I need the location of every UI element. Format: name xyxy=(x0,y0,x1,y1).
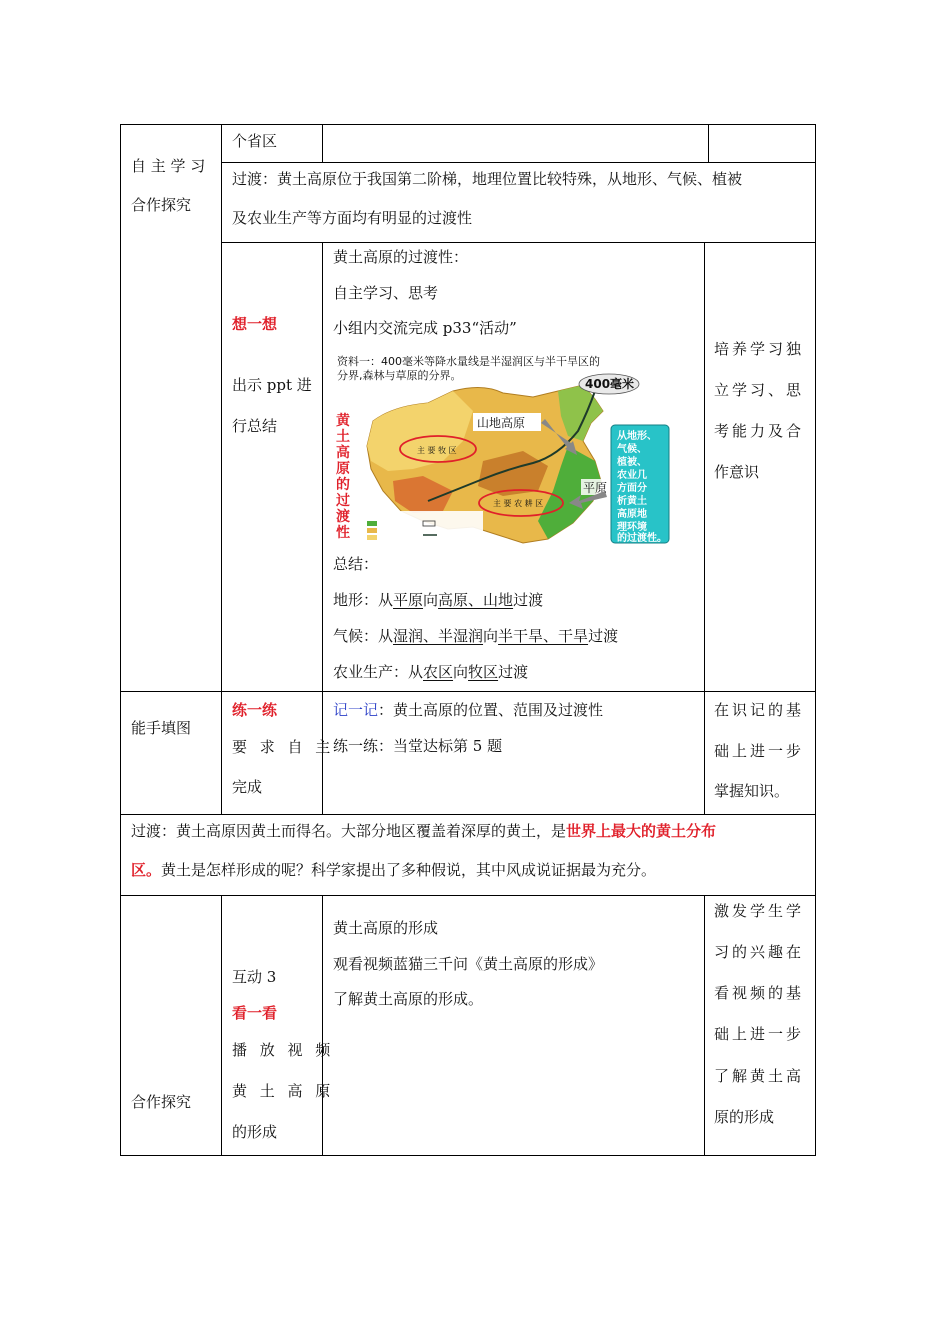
loess-plateau-map xyxy=(333,351,670,547)
left-label-cooperate: 合作探究 xyxy=(131,196,192,214)
agri-to: 牧区 xyxy=(468,663,499,681)
legend-box xyxy=(363,511,483,545)
terrain-prefix: 地形：从 xyxy=(333,591,394,609)
climate-to: 半干旱、干旱 xyxy=(498,627,589,645)
watch-instruction-1: 播 放 视 频 xyxy=(232,1041,335,1059)
agri-prefix: 农业生产：从 xyxy=(333,663,424,681)
goal-watch-1: 激发学生学 xyxy=(714,902,805,920)
terrain-to: 高原、山地 xyxy=(438,591,514,609)
transition-text-2: 及农业生产等方面均有明显的过渡性 xyxy=(232,209,473,227)
goal-practice-3: 掌握知识。 xyxy=(714,782,790,800)
map-header-1: 资料一：400毫米等降水量线是半湿润区与半干旱区的 xyxy=(337,355,600,368)
watch-label: 互动 3 xyxy=(232,968,277,986)
farming-label: 主 要 农 耕 区 xyxy=(493,499,544,508)
agri-suffix: 过渡 xyxy=(498,663,529,681)
map-header-2: 分界,森林与草原的分界。 xyxy=(337,369,462,382)
watch-title: 看一看 xyxy=(232,1004,278,1022)
label-shandi: 山地高原 xyxy=(477,416,526,430)
label-pingyuan: 平原 xyxy=(583,481,608,495)
climate-suffix: 过渡 xyxy=(588,627,619,645)
goal-think-3: 考能力及合 xyxy=(714,422,805,440)
label-400: 400毫米 xyxy=(585,377,635,391)
agri-from: 农区 xyxy=(423,663,454,681)
goal-watch-5: 了解黄土高 xyxy=(714,1067,805,1085)
summary-climate xyxy=(333,626,618,646)
climate-mid: 向 xyxy=(483,627,499,645)
transition2-line1 xyxy=(131,821,716,841)
practice-instruction-1: 要 求 自 主 xyxy=(232,738,335,756)
watch-content-2: 观看视频蓝猫三千问《黄土高原的形成》 xyxy=(333,955,604,973)
vertical-title: 黄土高原的过渡性 xyxy=(336,413,350,541)
watch-instruction-2: 黄 土 高 原 xyxy=(232,1082,335,1100)
remember-text: ：黄土高原的位置、范围及过渡性 xyxy=(378,701,604,719)
pastoral-label: 主 要 牧 区 xyxy=(417,446,457,455)
content-self-study: 自主学习、思考 xyxy=(333,284,439,302)
transition-text-1: 过渡：黄土高原位于我国第二阶梯，地理位置比较特殊，从地形、气候、植被 xyxy=(232,170,743,188)
terrain-mid: 向 xyxy=(423,591,439,609)
goal-watch-2: 习的兴趣在 xyxy=(714,943,805,961)
transition2-part2: 黄土是怎样形成的呢？科学家提出了多种假说，其中风成说证据最为充分。 xyxy=(161,861,657,879)
transition2-part1: 过渡：黄土高原因黄土而得名。大部分地区覆盖着深厚的黄土，是 xyxy=(131,822,567,840)
summary-terrain xyxy=(333,590,543,610)
transition2-line2 xyxy=(131,860,656,880)
goal-watch-6: 原的形成 xyxy=(714,1108,775,1126)
legend-swatch-2 xyxy=(367,528,377,533)
remember-line xyxy=(333,700,603,720)
practice-left-label: 能手填图 xyxy=(131,719,192,737)
legend-swatch-1 xyxy=(367,521,377,526)
goal-practice-2: 础上进一步 xyxy=(714,742,805,760)
climate-from: 湿润、半湿润 xyxy=(393,627,484,645)
goal-practice-1: 在识记的基 xyxy=(714,701,805,719)
goal-think-2: 立学习、思 xyxy=(714,381,805,399)
left-label-self-study: 自 主 学 习 xyxy=(131,157,206,175)
callout-text: 从地形、气候、植被、农业几方面分析黄土高原地理环境的过渡性。 xyxy=(617,431,667,544)
think-instruction-1: 出示 ppt 进 xyxy=(232,376,312,394)
watch-content-1: 黄土高原的形成 xyxy=(333,919,439,937)
remember-label: 记一记 xyxy=(333,701,379,719)
summary-label: 总结： xyxy=(333,555,379,573)
terrain-from: 平原 xyxy=(393,591,424,609)
watch-left-label: 合作探究 xyxy=(131,1093,192,1111)
transition2-highlight-a: 世界上最大的黄土分布 xyxy=(566,822,717,840)
cell-provinces: 个省区 xyxy=(232,132,278,150)
watch-content-3: 了解黄土高原的形成。 xyxy=(333,990,484,1008)
goal-watch-3: 看视频的基 xyxy=(714,984,805,1002)
goal-think-4: 作意识 xyxy=(714,463,760,481)
practice-instruction-2: 完成 xyxy=(232,778,263,796)
transition2-highlight-b: 区。 xyxy=(131,861,162,879)
practice-title: 练一练 xyxy=(232,701,278,719)
goal-think-1: 培养学习独 xyxy=(714,340,805,358)
agri-mid: 向 xyxy=(453,663,469,681)
terrain-suffix: 过渡 xyxy=(513,591,544,609)
content-title: 黄土高原的过渡性： xyxy=(333,248,469,266)
climate-prefix: 气候：从 xyxy=(333,627,394,645)
exercise-line: 练一练：当堂达标第 5 题 xyxy=(333,737,503,755)
think-instruction-2: 行总结 xyxy=(232,417,278,435)
think-title: 想一想 xyxy=(232,315,278,333)
goal-watch-4: 础上进一步 xyxy=(714,1025,805,1043)
summary-agriculture xyxy=(333,662,528,682)
watch-instruction-3: 的形成 xyxy=(232,1123,278,1141)
content-group-activity: 小组内交流完成 p33“活动” xyxy=(333,319,517,337)
legend-swatch-3 xyxy=(367,535,377,540)
